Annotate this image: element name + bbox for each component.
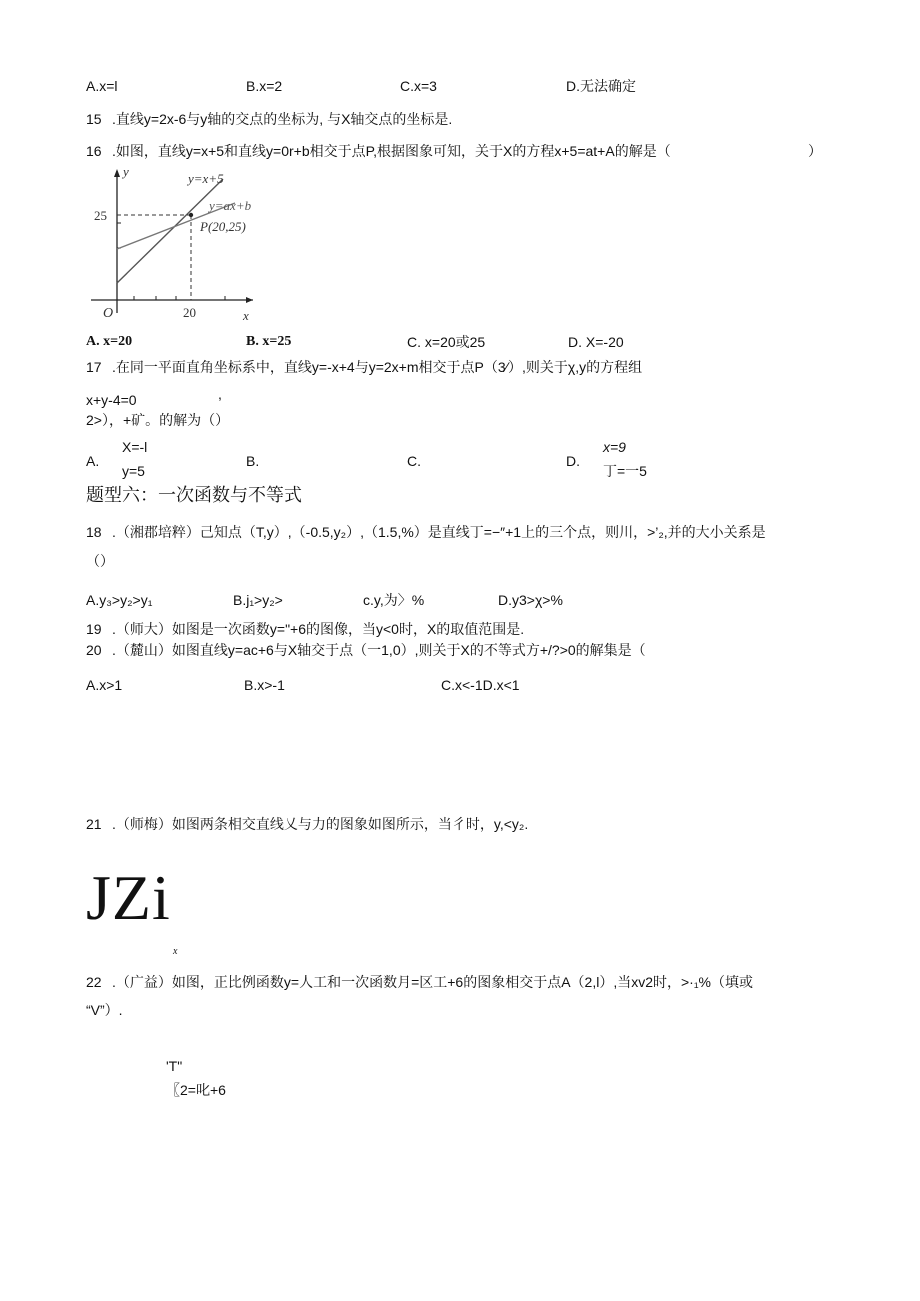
q19-text: .（师大）如图是一次函数y="+6的图像，当y<0时，X的取值范围是. [112,621,525,637]
q17-option-a-line1: X=-l [122,439,148,455]
q22-figure-label2: 〖2=叱+6 [166,1082,226,1098]
q18-option-b: B.j₁>y₂> [233,592,283,608]
q17-option-a-line2: y=5 [122,463,145,479]
q20-number: 20 [86,642,102,658]
q16-y-arrow [114,169,120,177]
q16-label-point: P(20,25) [200,219,246,234]
q14-option-c: C.x=3 [400,78,437,94]
q16-option-c: C. x=20或25 [407,334,486,350]
q16-point-p [189,213,193,217]
q16-close-paren: ） [808,143,822,159]
q20-text: .（麓山）如图直线y=ac+6与X轴交于点（一1,0）,则关于X的不等式方+/?>0的解集是（ [112,642,646,658]
q16-option-a: A. x=20 [86,334,133,349]
q14-option-a: A.x=l [86,78,118,94]
q20-option-a: A.x>1 [86,677,123,693]
q16-label-line1: y=x+5 [188,171,224,186]
q18-text: .（湘郡培粹）己知点（T,y）,（-0.5,y₂）,（1.5,%）是直线丁=−″+1上的三个点，则川，>’₂,并的大小关系是 [112,524,766,540]
q17-system-line2: 2>），+矿。的解为（） [86,412,230,428]
q16-option-b: B. x=25 [246,334,292,349]
q16-text: .如图，直线y=x+5和直线y=0r+b相交于点P,根据图象可知，关于X的方程x+5=at+A的解是（ [112,143,671,159]
q17-option-a-label: A. [86,453,100,469]
q20-option-b: B.x>-1 [244,677,285,693]
q16-label-line2: y=ax+b [209,198,252,213]
q16-origin-label: O [103,306,114,321]
q16-option-d: D. X=-20 [568,334,624,350]
q22-number: 22 [86,974,102,990]
q17-option-d-line2: 丁=一5 [603,463,647,479]
q22-figure-label1: 'T" [166,1058,183,1074]
q14-option-d: D.无法确定 [566,78,636,94]
q16-y-axis-label: y [123,164,129,179]
q16-y-tick-label: 25 [94,208,107,223]
q17-option-d-label: D. [566,453,580,469]
q17-option-b-label: B. [246,453,260,469]
q17-system-comma: , [218,386,222,402]
q17-system-line1: x+y-4=0 [86,392,137,408]
section-title: 题型六：一次函数与不等式 [86,485,302,506]
q22-text-line2: “V”）. [86,1002,123,1018]
q17-option-d-line1: x=9 [603,439,626,455]
q18-text-line2: （） [86,553,114,569]
q17-option-c-label: C. [407,453,421,469]
q17-number: 17 [86,359,102,375]
q18-number: 18 [86,524,102,540]
q22-text: .（广益）如图，正比例函数y=人工和一次函数月=区工+6的图象相交于点A（2,l）,当xv2时，>·₁%（填或 [112,974,754,990]
q17-text: .在同一平面直角坐标系中，直线y=-x+4与y=2x+m相交于点P（3∕）,则关于χ,y的方程组 [112,359,643,375]
q16-number: 16 [86,143,102,159]
q16-x-axis-label: x [243,308,249,323]
q21-figure-x-label: x [173,946,178,957]
q14-option-b: B.x=2 [246,78,283,94]
q18-option-c: c.y,为〉% [363,592,425,608]
q18-option-a: A.y₃>y₂>y₁ [86,592,153,608]
q21-figure-text: JZi [86,862,171,933]
q16-graph [85,163,275,323]
q16-x-tick-label: 20 [183,305,196,320]
q20-option-cd: C.x<-1D.x<1 [441,677,520,693]
q15-text: .直线y=2x-6与y轴的交点的坐标为, 与X轴交点的坐标是. [112,111,453,127]
q18-option-d: D.y3>χ>% [498,592,563,608]
q21-text: .（师梅）如图两条相交直线乂与力的图象如图所示，当彳时，y,<y₂. [112,816,529,832]
q16-x-arrow [246,297,253,303]
q19-number: 19 [86,621,102,637]
q15-number: 15 [86,111,102,127]
q21-number: 21 [86,816,102,832]
